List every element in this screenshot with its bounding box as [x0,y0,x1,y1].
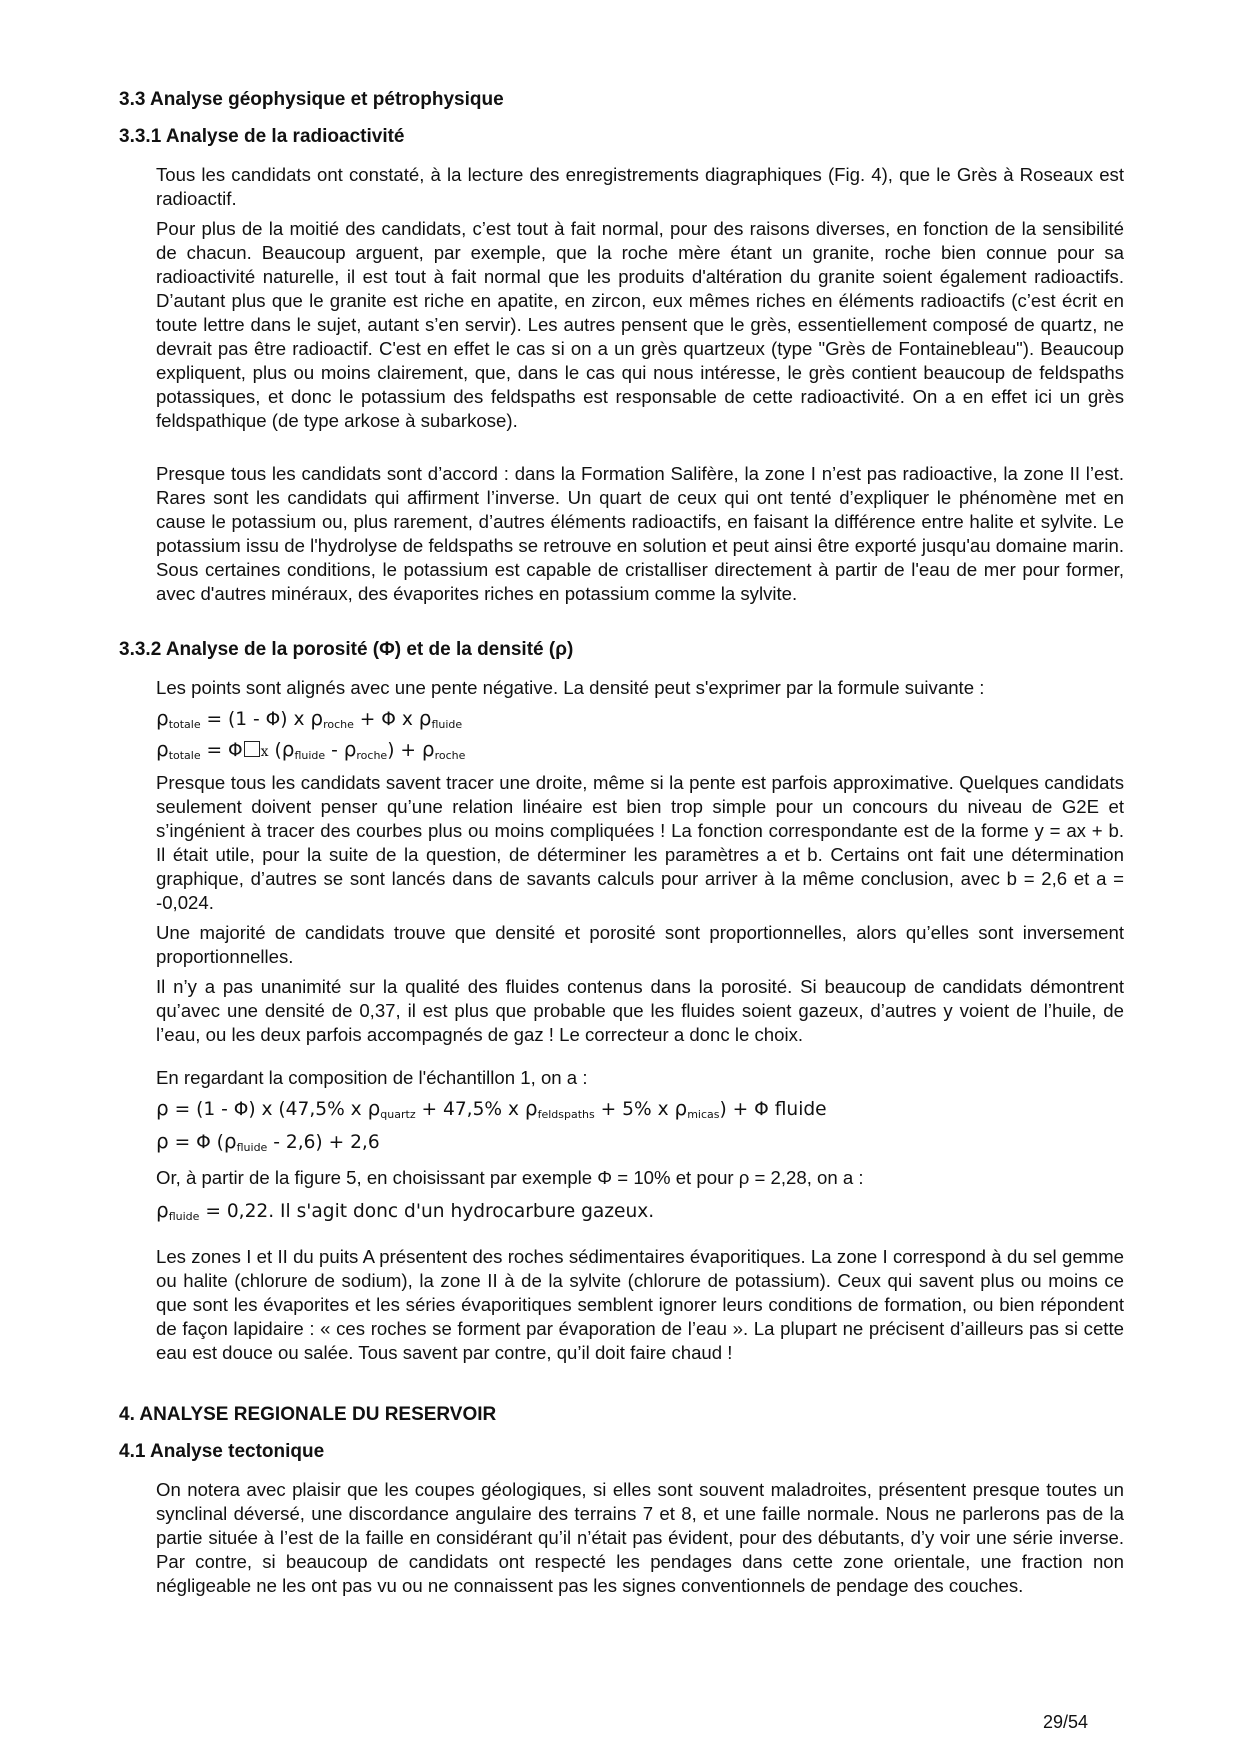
heading-3-3: 3.3 Analyse géophysique et pétrophysique [119,89,504,110]
paragraph: Une majorité de candidats trouve que densité et porosité sont proportionnelles, alors qu’elles sont inversement proportionnelles. [156,922,1124,967]
paragraph: Or, à partir de la figure 5, en choisissant par exemple Φ = 10% et pour ρ = 2,28, on a : [156,1167,864,1188]
formula-fluid-result: $\rho_{fluide} = 0,22$. Il s'agit donc d'un hydrocarbure gazeux. [156,1198,655,1223]
missing-glyph-box [244,741,260,757]
paragraph: Presque tous les candidats savent tracer une droite, même si la pente est parfois approximative. Quelques candidats seulement doivent penser qu’une relation linéaire est bien trop simple pour un concours du niveau de G2E et s’ingénient à tracer des courbes plus ou moins compliquées ! La fonction correspondante est de la forme y = ax + b. Il était utile, pour la suite de la question, de déterminer les paramètres a et b. Certains ont fait une détermination graphique, d’autres se sont lancés dans de savants calculs pour arriver à la même conclusion, avec b = 2,6 et a = -0,024. [156,772,1124,913]
paragraph: Il n’y a pas unanimité sur la qualité des fluides contenus dans la porosité. Si beaucoup de candidats démontrent qu’avec une densité de 0,37, il est plus que probable que les fluides soient gazeux, d’autres y voient de l’huile, de l’eau, ou les deux parfois accompagnés de gaz ! Le correcteur a donc le choix. [156,976,1124,1045]
formula-density-2: $\rho_{totale} = \Phi$ x $(\rho_{fluide} - \rho_{roche}) + \rho_{roche}$ [156,737,466,762]
paragraph: On notera avec plaisir que les coupes géologiques, si elles sont souvent maladroites, présentent presque toutes un synclinal déversé, une discordance angulaire des terrains 7 et 8, et une faille normale. Nous ne parlerons pas de la partie située à l’est de la faille en considérant qu’il n’était pas évident, pour des débutants, d’y voir une série inverse. Par contre, si beaucoup de candidats ont respecté les pendages dans cette zone orientale, une fraction non négligeable ne les ont pas vu ou ne connaissent pas les signes conventionnels de pendage des couches. [156,1479,1124,1596]
paragraph: Tous les candidats ont constaté, à la lecture des enregistrements diagraphiques (Fig. 4), que le Grès à Roseaux est radioactif. [156,164,1124,209]
heading-3-3-2: 3.3.2 Analyse de la porosité (Φ) et de la densité (ρ) [119,639,574,660]
heading-4: 4. ANALYSE REGIONALE DU RESERVOIR [119,1404,497,1425]
paragraph: Presque tous les candidats sont d’accord : dans la Formation Salifère, la zone I n’est pas radioactive, la zone II l’est. Rares sont les candidats qui affirment l’inverse. Un quart de ceux qui ont tenté d’expliquer le phénomène met en cause le potassium ou, plus rarement, d’autres éléments radioactifs, en faisant la différence entre halite et sylvite. Le potassium issu de l'hydrolyse de feldspaths se retrouve en solution et peut ainsi être exporté jusqu'au domaine marin. Sous certaines conditions, le potassium est capable de cristalliser directement à partir de l'eau de mer pour former, avec d'autres minéraux, des évaporites riches en potassium comme la sylvite. [156,463,1124,604]
paragraph: Pour plus de la moitié des candidats, c’est tout à fait normal, pour des raisons diverses, en fonction de la sensibilité de chacun. Beaucoup arguent, par exemple, que la roche mère étant un granite, roche bien connue pour sa radioactivité naturelle, il est tout à fait normal que les produits d'altération du granite soient également radioactifs. D’autant plus que le granite est riche en apatite, en zircon, eux mêmes riches en éléments radioactifs (c’est écrit en toute lettre dans le sujet, autant s’en servir). Les autres pensent que le grès, essentiellement composé de quartz, ne devrait pas être radioactif. C'est en effet le cas si on a un grès quartzeux (type "Grès de Fontainebleau"). Beaucoup expliquent, plus ou moins clairement, que, dans le cas qui nous intéresse, le grès contient beaucoup de feldspaths potassiques, et donc le potassium des feldspaths est responsable de cette radioactivité. On a en effet ici un grès feldspathique (de type arkose à subarkose). [156,218,1124,431]
page-number: 29/54 [1043,1712,1089,1732]
formula-composition-1: ρ = (1 - Φ) x (47,5% x $\rho_{quartz} + 47,5\%$ x $\rho_{feldspaths} + 5\%$ x $\rho_{micas}) + \Phi$ fluide [156,1096,827,1121]
formula-density-1: $\rho_{totale} = (1 - \Phi)$ x $\rho_{roche} + \Phi$ x $\rho_{fluide}$ [156,706,463,731]
paragraph: Les zones I et II du puits A présentent des roches sédimentaires évaporitiques. La zone I correspond à du sel gemme ou halite (chlorure de sodium), la zone II à de la sylvite (chlorure de potassium). Ceux qui savent plus ou moins ce que sont les évaporites et les séries évaporitiques semblent ignorer leurs conditions de formation, ou bien répondent de façon lapidaire : « ces roches se forment par évaporation de l’eau ». La plupart ne précisent d’ailleurs pas si cette eau est douce ou salée. Tous savent par contre, qu’il doit faire chaud ! [156,1246,1124,1363]
heading-3-3-1: 3.3.1 Analyse de la radioactivité [119,126,405,147]
formula-composition-2: ρ = Φ $(\rho_{fluide} - 2,6) + 2,6$ [156,1129,380,1154]
paragraph: En regardant la composition de l'échantillon 1, on a : [156,1067,588,1088]
heading-4-1: 4.1 Analyse tectonique [119,1441,325,1462]
paragraph: Les points sont alignés avec une pente négative. La densité peut s'exprimer par la formule suivante : [156,677,985,698]
